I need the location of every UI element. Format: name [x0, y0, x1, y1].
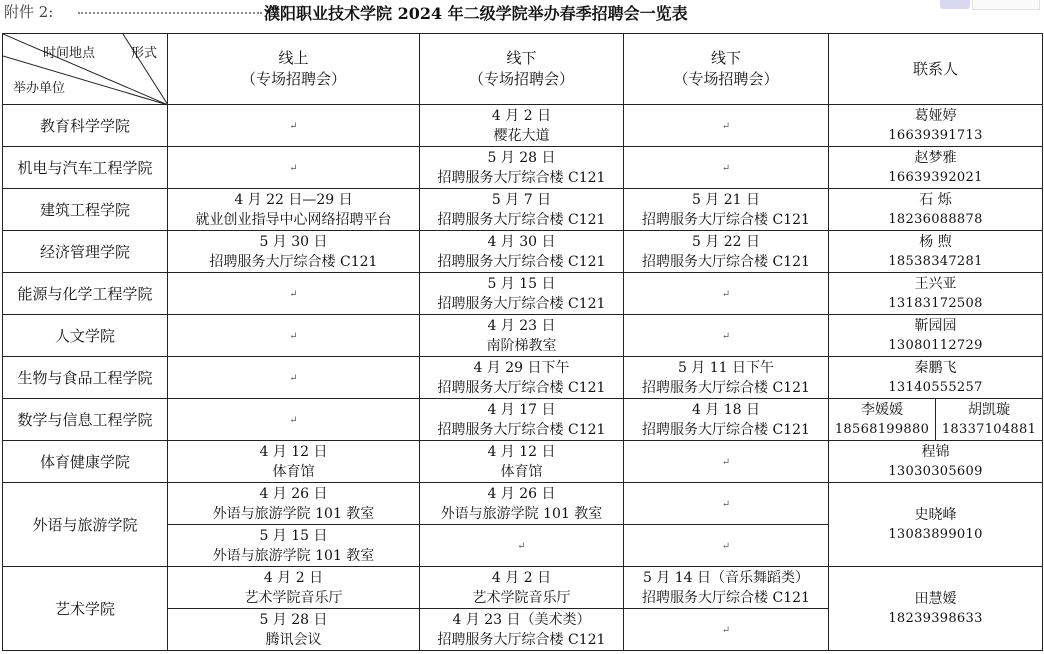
event-venue: 招聘服务大厅综合楼 C121 [437, 631, 606, 648]
column-header-line1: 线下 [506, 49, 537, 67]
column-header-line2: （专场招聘会） [240, 70, 346, 88]
contact-phone: 13083899010 [888, 526, 983, 542]
event-date: 5 月 21 日 [691, 191, 761, 208]
event-venue: 招聘服务大厅综合楼 C121 [642, 421, 810, 438]
contact-name: 秦鹏飞 [914, 359, 957, 376]
event-venue: 外语与旅游学院 101 教室 [212, 505, 375, 522]
column-header-offline-2 [624, 34, 829, 105]
contact-name: 靳园园 [914, 317, 957, 334]
table-row [3, 567, 1043, 609]
event-date: 5 月 30 日 [259, 233, 328, 250]
event-date: 4 月 23 日（美术类） [452, 611, 591, 628]
event-date: 4 月 12 日 [259, 443, 328, 460]
contact-name: 史晓峰 [914, 506, 957, 523]
event-venue: 艺术学院音乐厅 [472, 589, 571, 606]
table-row [3, 231, 1043, 273]
contact-name: 胡凯璇 [968, 401, 1010, 418]
event-venue: 招聘服务大厅综合楼 C121 [437, 295, 606, 312]
event-date: 4 月 29 日下午 [473, 359, 570, 376]
corner-label-form: 形式 [131, 46, 158, 61]
contact-name: 石 烁 [919, 191, 952, 208]
table-row [3, 483, 1043, 525]
schedule-cell [420, 147, 624, 189]
empty-cell: ↵ [624, 105, 829, 147]
contact-cell [829, 315, 1043, 357]
event-date: 5 月 7 日 [491, 191, 552, 208]
schedule-cell [420, 567, 624, 609]
corner-label-organizer: 举办单位 [13, 81, 66, 96]
event-date: 4 月 26 日 [259, 485, 328, 502]
column-header-line1: 联系人 [913, 59, 959, 78]
contact-cell [829, 441, 1043, 483]
contact-phone: 13030305609 [888, 463, 983, 479]
empty-cell: ↵ [624, 609, 829, 651]
event-date: 4 月 12 日 [487, 443, 556, 460]
empty-cell: ↵ [420, 525, 624, 567]
schedule-cell [168, 231, 420, 273]
event-venue: 招聘服务大厅综合楼 C121 [437, 379, 606, 396]
empty-cell: ↵ [624, 315, 829, 357]
document-header [0, 0, 1044, 26]
schedule-cell [420, 609, 624, 651]
empty-cell: ↵ [168, 273, 420, 315]
organizer-cell: 生物与食品工程学院 [3, 357, 168, 399]
event-venue: 招聘服务大厅综合楼 C121 [642, 211, 810, 228]
corner-header-cell [3, 34, 168, 105]
event-date: 4 月 30 日 [487, 233, 556, 250]
contact-phone: 16639392021 [888, 169, 983, 185]
contact-phone: 18236088878 [888, 211, 983, 227]
schedule-cell [420, 105, 624, 147]
contact-phone: 18337104881 [941, 421, 1037, 437]
contact-cell [829, 483, 1043, 567]
schedule-cell [420, 273, 624, 315]
schedule-cell [420, 399, 624, 441]
schedule-cell [420, 483, 624, 525]
event-date: 5 月 15 日 [487, 275, 556, 292]
organizer-cell: 数学与信息工程学院 [3, 399, 168, 441]
organizer-cell: 机电与汽车工程学院 [3, 147, 168, 189]
contact-cell [829, 231, 1043, 273]
contact-phone: 18239398633 [888, 610, 983, 626]
event-date: 5 月 15 日 [259, 527, 328, 544]
contact-cell [829, 147, 1043, 189]
empty-cell: ↵ [624, 273, 829, 315]
organizer-cell: 体育健康学院 [3, 441, 168, 483]
organizer-cell: 能源与化学工程学院 [3, 273, 168, 315]
event-venue: 腾讯会议 [265, 631, 322, 648]
schedule-cell [624, 231, 829, 273]
event-venue: 招聘服务大厅综合楼 C121 [642, 253, 810, 270]
column-header-line1: 线下 [710, 49, 741, 67]
column-header-offline-1 [420, 34, 624, 105]
schedule-cell [168, 441, 420, 483]
empty-cell: ↵ [624, 525, 829, 567]
event-date: 5 月 22 日 [691, 233, 761, 250]
table-row [3, 441, 1043, 483]
event-date: 4 月 17 日 [487, 401, 556, 418]
contact-name: 王兴亚 [914, 275, 957, 292]
contact-phone: 18538347281 [888, 253, 983, 269]
event-date: 5 月 28 日 [487, 149, 556, 166]
empty-cell: ↵ [168, 315, 420, 357]
organizer-cell: 建筑工程学院 [3, 189, 168, 231]
event-date: 4 月 22 日—29 日 [234, 191, 353, 208]
organizer-cell: 人文学院 [3, 315, 168, 357]
event-date: 4 月 18 日 [691, 401, 761, 418]
schedule-cell [420, 357, 624, 399]
event-venue: 体育馆 [272, 463, 315, 480]
event-date: 5 月 28 日 [259, 611, 328, 628]
schedule-cell [420, 231, 624, 273]
organizer-cell: 经济管理学院 [3, 231, 168, 273]
contact-phone: 13140555257 [888, 379, 983, 395]
event-date: 5 月 14 日（音乐舞蹈类） [642, 569, 810, 586]
contact-phone: 16639391713 [888, 127, 983, 143]
event-date: 5 月 11 日下午 [677, 359, 775, 376]
schedule-cell [420, 189, 624, 231]
schedule-cell [168, 483, 420, 525]
event-date: 4 月 2 日 [263, 569, 324, 586]
corner-label-time-place: 时间地点 [43, 46, 96, 61]
table-row [3, 147, 1043, 189]
table-row [3, 273, 1043, 315]
event-venue: 南阶梯教室 [486, 337, 557, 354]
empty-cell: ↵ [624, 441, 829, 483]
contact-cell [829, 273, 1043, 315]
empty-cell: ↵ [624, 147, 829, 189]
contact-name: 李媛媛 [861, 401, 903, 418]
contact-cell [829, 105, 1043, 147]
table-row [3, 315, 1043, 357]
schedule-cell [168, 567, 420, 609]
toolbar-button[interactable] [940, 0, 970, 9]
contact-name: 田慧嫒 [914, 590, 957, 607]
event-venue: 就业创业指导中心网络招聘平台 [195, 211, 392, 228]
column-header-line1: 线上 [278, 49, 309, 67]
table-row [3, 105, 1043, 147]
empty-cell: ↵ [168, 105, 420, 147]
contact-name: 赵梦雅 [914, 149, 957, 166]
empty-cell: ↵ [168, 357, 420, 399]
event-date: 4 月 23 日 [487, 317, 556, 334]
table-header-row [3, 34, 1043, 105]
event-date: 4 月 26 日 [487, 485, 556, 502]
table-row [3, 357, 1043, 399]
column-header-online [168, 34, 420, 105]
event-venue: 招聘服务大厅综合楼 C121 [642, 379, 810, 396]
recruitment-schedule-table [2, 33, 1043, 651]
event-venue: 招聘服务大厅综合楼 C121 [437, 253, 606, 270]
empty-cell: ↵ [624, 483, 829, 525]
schedule-cell [168, 189, 420, 231]
contact-phone: 18568199880 [834, 421, 930, 437]
event-venue: 外语与旅游学院 101 教室 [440, 505, 603, 522]
document-title: 濮阳职业技术学院 2024 年二级学院举办春季招聘会一览表 [264, 4, 688, 23]
column-header-line2: （专场招聘会） [673, 70, 779, 88]
schedule-cell [168, 525, 420, 567]
event-venue: 招聘服务大厅综合楼 C121 [437, 211, 606, 228]
event-date: 4 月 2 日 [491, 569, 552, 586]
event-venue: 体育馆 [500, 463, 543, 480]
contact-name: 葛娅婷 [914, 107, 957, 124]
contact-cell [829, 567, 1043, 651]
schedule-cell [624, 357, 829, 399]
contact-cell [829, 189, 1043, 231]
organizer-cell: 教育科学学院 [3, 105, 168, 147]
schedule-cell [420, 315, 624, 357]
contact-name: 程锦 [921, 443, 950, 460]
contact-phone: 13183172508 [888, 295, 983, 311]
event-venue: 招聘服务大厅综合楼 C121 [437, 421, 606, 438]
schedule-cell [420, 441, 624, 483]
event-venue: 外语与旅游学院 101 教室 [212, 547, 375, 564]
contact-cell [829, 399, 936, 441]
event-venue: 招聘服务大厅综合楼 C121 [437, 169, 606, 186]
contact-name: 杨 煦 [919, 233, 952, 250]
organizer-cell: 艺术学院 [3, 567, 168, 651]
event-venue: 樱花大道 [493, 127, 550, 144]
contact-phone: 13080112729 [888, 337, 983, 353]
contact-cell [936, 399, 1043, 441]
event-venue: 招聘服务大厅综合楼 C121 [209, 253, 378, 270]
table-row [3, 399, 1043, 441]
contact-cell [829, 357, 1043, 399]
organizer-cell: 外语与旅游学院 [3, 483, 168, 567]
toolbar-panel[interactable] [972, 0, 1040, 10]
empty-cell: ↵ [168, 147, 420, 189]
table-row [3, 189, 1043, 231]
empty-cell: ↵ [168, 399, 420, 441]
event-venue: 艺术学院音乐厅 [244, 589, 343, 606]
column-header-contact [829, 34, 1043, 105]
leader-dots [78, 12, 262, 14]
event-venue: 招聘服务大厅综合楼 C121 [642, 589, 810, 606]
schedule-cell [624, 399, 829, 441]
column-header-line2: （专场招聘会） [468, 70, 574, 88]
schedule-cell [624, 189, 829, 231]
event-date: 4 月 2 日 [491, 107, 552, 124]
schedule-cell [624, 567, 829, 609]
schedule-cell [168, 609, 420, 651]
attachment-label: 附件 2: [4, 3, 54, 21]
